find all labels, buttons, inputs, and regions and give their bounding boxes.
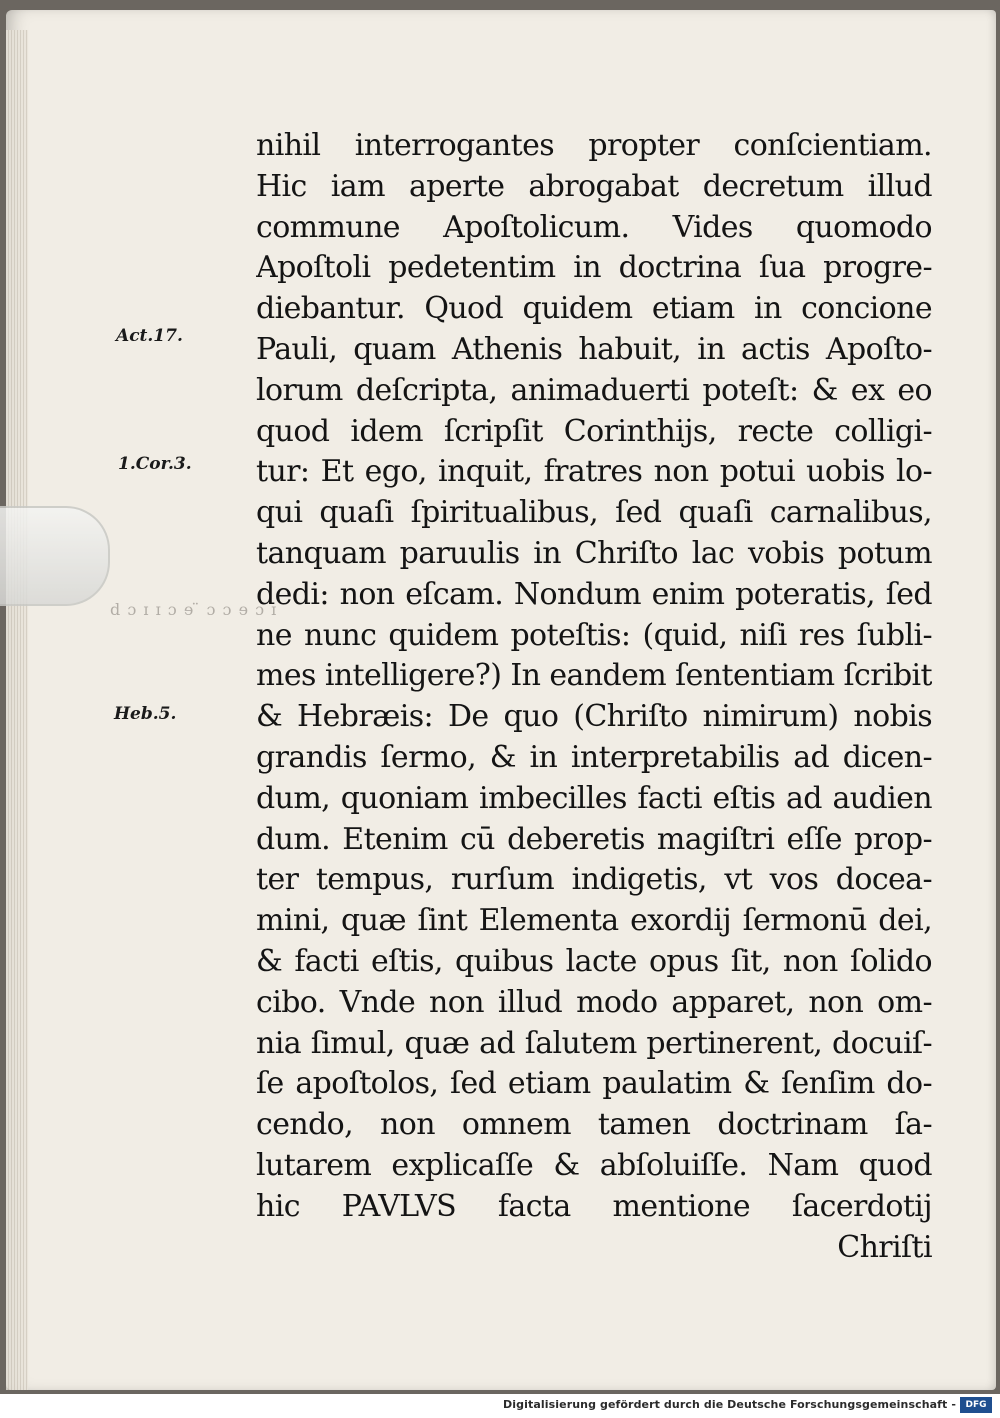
text-line: cibo. Vnde non illud modo apparet, non om- — [256, 984, 932, 1020]
text-line: mini, quæ ſint Elementa exordij ſermonū dei, — [256, 903, 932, 939]
text-line: Pauli, quam Athenis habuit, in actis Apoſto- — [256, 331, 932, 367]
margin-note-act: Act.17. — [116, 326, 183, 346]
text-line: nia ſimul, quæ ad ſalutem pertinerent, docuiſ- — [256, 1025, 932, 1061]
page-clip — [0, 506, 110, 606]
margin-note-cor: 1.Cor.3. — [118, 454, 192, 474]
text-line: grandis ſermo, & in interpretabilis ad dicen- — [256, 739, 932, 775]
text-line: tanquam paruulis in Chriſto lac vobis potum — [256, 535, 932, 571]
dfg-logo-icon: DFG — [960, 1397, 992, 1413]
text-line: tur: Et ego, inquit, fratres non potui uobis lo- — [256, 454, 932, 490]
page-edges — [6, 30, 28, 1390]
text-line: quod idem ſcripſit Corinthijs, recte colligi- — [256, 413, 932, 449]
text-line: diebantur. Quod quidem etiam in concione — [256, 291, 932, 327]
text-line: mes intelligere?) In eandem ſententiam ſcribit — [256, 658, 932, 694]
text-line: lutarem explicaſſe & abſoluiſſe. Nam quod — [256, 1147, 932, 1183]
text-line: hic PAVLVS facta mentione ſacerdotij — [256, 1188, 932, 1224]
text-line: dedi: non eſcam. Nondum enim poteratis, ſed — [256, 576, 932, 612]
text-line: Apoſtoli pedetentim in doctrina ſua progre- — [256, 250, 932, 286]
margin-note-heb: Heb.5. — [114, 704, 177, 724]
text-line: dum. Etenim cū deberetis magiſtri eſſe prop- — [256, 821, 932, 857]
text-line: ne nunc quidem poteſtis: (quid, niſi res ſubli- — [256, 617, 932, 653]
text-line: qui quaſi ſpiritualibus, ſed quaſi carnalibus, — [256, 495, 932, 531]
footer-bar — [0, 1394, 1000, 1418]
text-line: commune Apoſtolicum. Vides quomodo — [256, 209, 932, 245]
text-line: & facti eſtis, quibus lacte opus ſit, non ſolido — [256, 943, 932, 979]
bleed-through-text: ⅾ ɔ ɪ ɪ ɔ ɘ ̈ ɔ ɔ ɘ ɔ ɪ — [110, 600, 278, 619]
body-text — [256, 126, 932, 1268]
text-line: ter tempus, rurſum indigetis, vt vos docea- — [256, 862, 932, 898]
footer-credit: Digitalisierung gefördert durch die Deutsche Forschungsgemeinschaft - — [503, 1398, 956, 1411]
text-line: cendo, non omnem tamen doctrinam ſa- — [256, 1107, 932, 1143]
text-line: nihil interrogantes propter conſcientiam. — [256, 128, 932, 163]
text-line: Hic iam aperte abrogabat decretum illud — [256, 168, 932, 204]
text-line: ſe apoſtolos, ſed etiam paulatim & ſenſim do- — [256, 1066, 932, 1102]
text-line: dum, quoniam imbecilles facti eſtis ad audien — [256, 780, 932, 816]
text-line: lorum deſcripta, animaduerti poteſt: & ex eo — [256, 372, 932, 408]
catchword: Chriſti — [837, 1229, 932, 1265]
text-line: & Hebræis: De quo (Chriſto nimirum) nobis — [256, 699, 932, 735]
